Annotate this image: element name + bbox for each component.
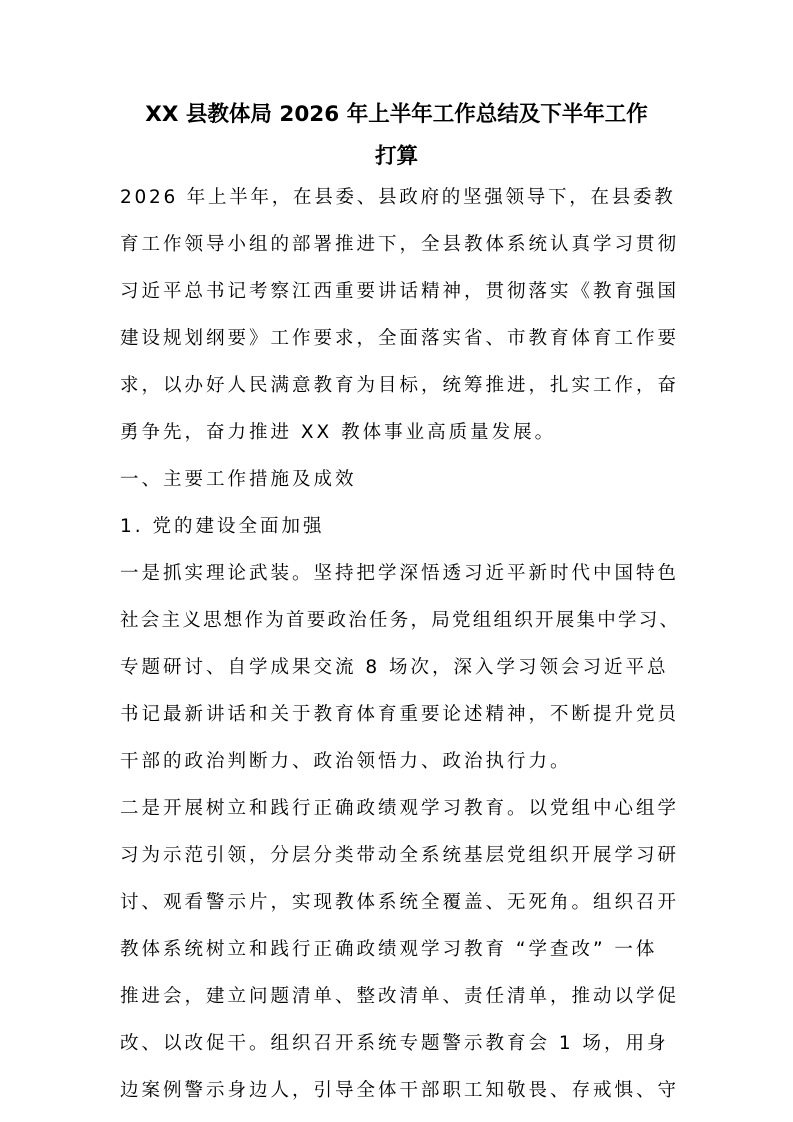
section-heading: 一、主要工作措施及成效	[120, 469, 357, 490]
paragraph-line: 求，以办好人民满意教育为目标，统筹推进，扎实工作，奋	[120, 375, 680, 396]
paragraph-line: 干部的政治判断力、政治领悟力、政治执行力。	[120, 751, 572, 772]
paragraph-line: 习为示范引领，分层分类带动全系统基层党组织开展学习研	[120, 845, 680, 866]
paragraph-line: 建设规划纲要》工作要求，全面落实省、市教育体育工作要	[120, 328, 680, 349]
paragraph-line: 教体系统树立和践行正确政绩观学习教育 “学查改” 一体	[120, 939, 658, 960]
document-title-line-2: 打算	[374, 144, 418, 169]
paragraph-line: 勇争先，奋力推进 XX 教体事业高质量发展。	[120, 422, 557, 443]
subsection-heading: 1. 党的建设全面加强	[120, 516, 325, 537]
paragraph-line: 专题研讨、自学成果交流 8 场次，深入学习领会习近平总	[120, 657, 669, 678]
paragraph-line: 育工作领导小组的部署推进下，全县教体系统认真学习贯彻	[120, 234, 680, 255]
document-title-line-1: XX 县教体局 2026 年上半年工作总结及下半年工作	[145, 102, 648, 127]
paragraph-line: 推进会，建立问题清单、整改清单、责任清单，推动以学促	[120, 986, 680, 1007]
paragraph-line: 一是抓实理论武装。坚持把学深悟透习近平新时代中国特色	[120, 563, 680, 584]
paragraph-line: 2026 年上半年，在县委、县政府的坚强领导下，在县委教	[120, 187, 676, 208]
paragraph-line: 二是开展树立和践行正确政绩观学习教育。以党组中心组学	[120, 798, 680, 819]
paragraph-line: 社会主义思想作为首要政治任务，局党组组织开展集中学习、	[120, 610, 681, 631]
paragraph-line: 改、以改促干。组织召开系统专题警示教育会 1 场，用身	[120, 1033, 669, 1054]
paragraph-line: 习近平总书记考察江西重要讲话精神，贯彻落实《教育强国	[120, 281, 680, 302]
paragraph-line: 书记最新讲话和关于教育体育重要论述精神，不断提升党员	[120, 704, 680, 725]
paragraph-line: 边案例警示身边人，引导全体干部职工知敬畏、存戒惧、守	[120, 1080, 680, 1101]
paragraph-line: 讨、观看警示片，实现教体系统全覆盖、无死角。组织召开	[120, 892, 680, 913]
